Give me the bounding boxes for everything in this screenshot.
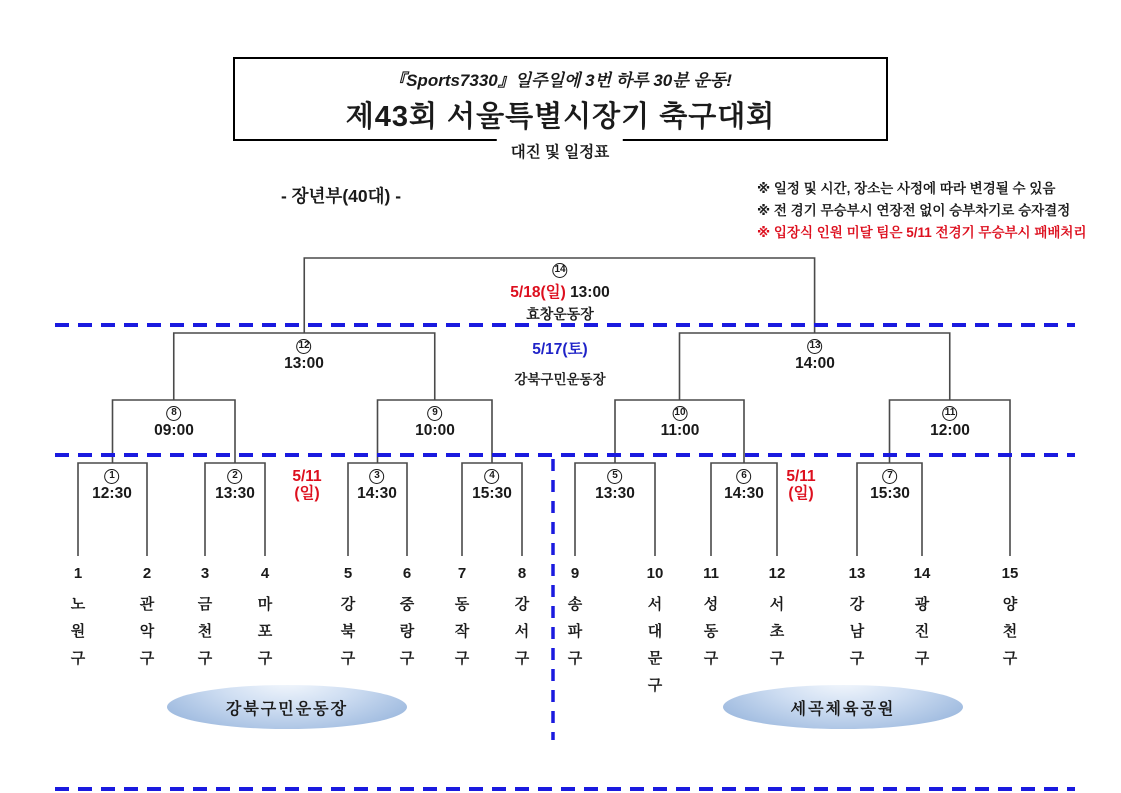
match-9-label xyxy=(415,402,455,440)
match-10-label xyxy=(661,402,700,440)
match-time: 12:30 xyxy=(92,484,132,502)
venue-ellipse-left: 강북구민운동장 xyxy=(167,685,407,729)
team-11 xyxy=(703,565,720,672)
match-time: 14:00 xyxy=(795,354,835,372)
match-number-badge: 11 xyxy=(943,406,958,421)
team-3 xyxy=(197,565,214,672)
round1-day: (일) xyxy=(294,485,320,502)
match-11-label xyxy=(930,402,970,440)
match-time: 14:30 xyxy=(357,484,397,502)
semifinal-annotation xyxy=(514,337,605,388)
team-7 xyxy=(454,565,471,672)
semifinal-date: 5/17(토) xyxy=(532,341,588,358)
team-4 xyxy=(257,565,274,672)
match-number-badge: 8 xyxy=(167,406,182,421)
team-number: 8 xyxy=(517,565,527,582)
match-time: 13:00 xyxy=(284,354,324,372)
team-name: 서대문구 xyxy=(647,596,663,694)
round1-date-right xyxy=(786,468,815,502)
team-number: 7 xyxy=(457,565,467,582)
match-number-badge: 3 xyxy=(370,469,385,484)
team-number: 1 xyxy=(73,565,83,582)
team-number: 11 xyxy=(703,565,719,582)
team-number: 3 xyxy=(200,565,210,582)
page-title: 제43회 서울특별시장기 축구대회 xyxy=(345,101,776,133)
match-7-label xyxy=(870,465,910,503)
round1-date: 5/11 xyxy=(292,468,322,485)
team-name: 노원구 xyxy=(70,596,86,667)
team-number: 6 xyxy=(402,565,412,582)
team-number: 9 xyxy=(570,565,580,582)
match-5-label xyxy=(595,465,635,503)
team-number: 10 xyxy=(646,565,664,582)
match-number-badge: 14 xyxy=(553,263,568,278)
team-13 xyxy=(849,565,866,672)
match-number-badge: 6 xyxy=(737,469,752,484)
team-name: 강서구 xyxy=(514,596,530,667)
match-6-label xyxy=(724,465,764,503)
match-12-label xyxy=(284,335,324,373)
final-date: 5/18(일) xyxy=(510,283,566,301)
match-number-badge: 12 xyxy=(297,339,312,354)
division-label: - 장년부(40대) - xyxy=(280,186,402,206)
match-number-badge: 7 xyxy=(883,469,898,484)
slogan-text: 『Sports7330』일주일에 3번 하루 30분 운동! xyxy=(389,71,732,90)
team-12 xyxy=(769,565,786,672)
note-line: ※ 전 경기 무승부시 연장전 없이 승부차기로 승자결정 xyxy=(757,203,1071,218)
team-name: 관악구 xyxy=(139,596,155,667)
round1-date-left xyxy=(292,468,321,502)
team-number: 2 xyxy=(142,565,152,582)
team-8 xyxy=(514,565,531,672)
final-venue: 효창운동장 xyxy=(526,305,594,322)
team-15 xyxy=(1002,565,1019,672)
subtitle-text: 대진 및 일정표 xyxy=(497,139,623,163)
team-name: 송파구 xyxy=(567,596,583,667)
match-number-badge: 9 xyxy=(428,406,443,421)
team-name: 금천구 xyxy=(197,596,213,667)
team-number: 5 xyxy=(343,565,353,582)
venue-ellipse-right: 세곡체육공원 xyxy=(723,685,963,729)
match-time: 13:30 xyxy=(595,484,635,502)
team-name: 강북구 xyxy=(340,596,356,667)
match-number-badge: 4 xyxy=(485,469,500,484)
note-line: ※ 일정 및 시간, 장소는 사정에 따라 변경될 수 있음 xyxy=(757,181,1056,196)
match-time: 15:30 xyxy=(472,484,512,502)
team-name: 중랑구 xyxy=(399,596,415,667)
team-number: 14 xyxy=(913,565,931,582)
team-9 xyxy=(567,565,584,672)
match-3-label xyxy=(357,465,397,503)
team-number: 12 xyxy=(768,565,786,582)
match-4-label xyxy=(472,465,512,503)
match-time: 14:30 xyxy=(724,484,764,502)
team-name: 마포구 xyxy=(257,596,273,667)
team-name: 동작구 xyxy=(454,596,470,667)
team-14 xyxy=(914,565,931,672)
final-time: 13:00 xyxy=(570,283,610,301)
semifinal-venue: 강북구민운동장 xyxy=(514,372,606,387)
final-date-time xyxy=(510,280,609,302)
team-name: 광진구 xyxy=(914,596,930,667)
team-name: 양천구 xyxy=(1002,596,1018,667)
match-number-badge: 10 xyxy=(672,406,687,421)
match-number-badge: 1 xyxy=(105,469,120,484)
match-1-label xyxy=(92,465,132,503)
match-time: 10:00 xyxy=(415,421,455,439)
final-match-label xyxy=(510,259,609,324)
match-number-badge: 13 xyxy=(808,339,823,354)
match-8-label xyxy=(154,402,194,440)
note-line-red: ※ 입장식 인원 미달 팀은 5/11 전경기 무승부시 패배처리 xyxy=(757,225,1087,240)
team-1 xyxy=(70,565,87,672)
match-number-badge: 2 xyxy=(228,469,243,484)
team-number: 15 xyxy=(1001,565,1019,582)
notes-block xyxy=(757,178,1086,244)
match-2-label xyxy=(215,465,255,503)
team-10 xyxy=(647,565,664,699)
team-name: 강남구 xyxy=(849,596,865,667)
title-box xyxy=(233,57,888,141)
team-name: 성동구 xyxy=(703,596,719,667)
match-time: 13:30 xyxy=(215,484,255,502)
round1-date: 5/11 xyxy=(786,468,816,485)
team-6 xyxy=(399,565,416,672)
team-number: 13 xyxy=(848,565,866,582)
team-number: 4 xyxy=(260,565,270,582)
match-number-badge: 5 xyxy=(608,469,623,484)
team-2 xyxy=(139,565,156,672)
match-13-label xyxy=(795,335,835,373)
match-time: 09:00 xyxy=(154,421,194,439)
team-5 xyxy=(340,565,357,672)
round1-day: (일) xyxy=(788,485,814,502)
match-time: 15:30 xyxy=(870,484,910,502)
match-time: 11:00 xyxy=(660,421,700,439)
team-name: 서초구 xyxy=(769,596,785,667)
match-time: 12:00 xyxy=(930,421,970,439)
